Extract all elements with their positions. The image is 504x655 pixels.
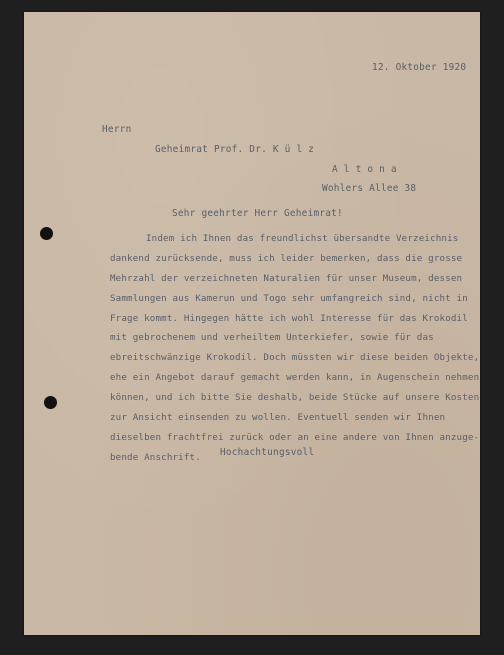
body-line: ehe ein Angebot darauf gemacht werden kann, in Augenschein nehmen [110,372,480,384]
body-line: Indem ich Ihnen das freundlichst übersandte Verzeichnis [146,233,459,244]
body-line: bende Anschrift. [110,451,201,463]
body-line: Frage kommt. Hingegen hätte ich wohl Interesse für das Krokodil [110,312,468,324]
recipient-salutation: Herrn [102,124,132,135]
body-line: zur Ansicht einsenden zu wollen. Eventuell senden wir Ihnen [110,412,446,424]
body-line: Mehrzahl der verzeichneten Naturalien für unser Museum, dessen [110,272,463,284]
letter-date: 12. Oktober 1920 [372,62,467,73]
body-line: Sammlungen aus Kamerun und Togo sehr umfangreich sind, nicht in [110,292,468,304]
punch-hole-top [40,227,53,240]
letter-closing: Hochachtungsvoll [220,447,315,458]
body-line: dankend zurücksende, muss ich leider bemerken, dass die grosse [110,252,463,264]
letter-body [110,233,490,472]
body-line: ebreitschwänzige Krokodil. Doch müssten wir diese beiden Objekte, [110,352,480,364]
recipient-name: Geheimrat Prof. Dr. K ü l z [155,144,315,155]
punch-hole-bottom [44,396,57,409]
recipient-city: A l t o n a [332,164,397,175]
recipient-street: Wohlers Allee 38 [322,183,417,194]
body-line: dieselben frachtfrei zurück oder an eine andere von Ihnen anzuge- [110,431,480,443]
letter-sheet [24,12,480,635]
letter-greeting: Sehr geehrter Herr Geheimrat! [172,208,343,219]
body-line: können, und ich bitte Sie deshalb, beide Stücke auf unsere Kosten [110,392,480,404]
body-line: mit gebrochenem und verheiltem Unterkiefer, sowie für das [110,332,434,344]
